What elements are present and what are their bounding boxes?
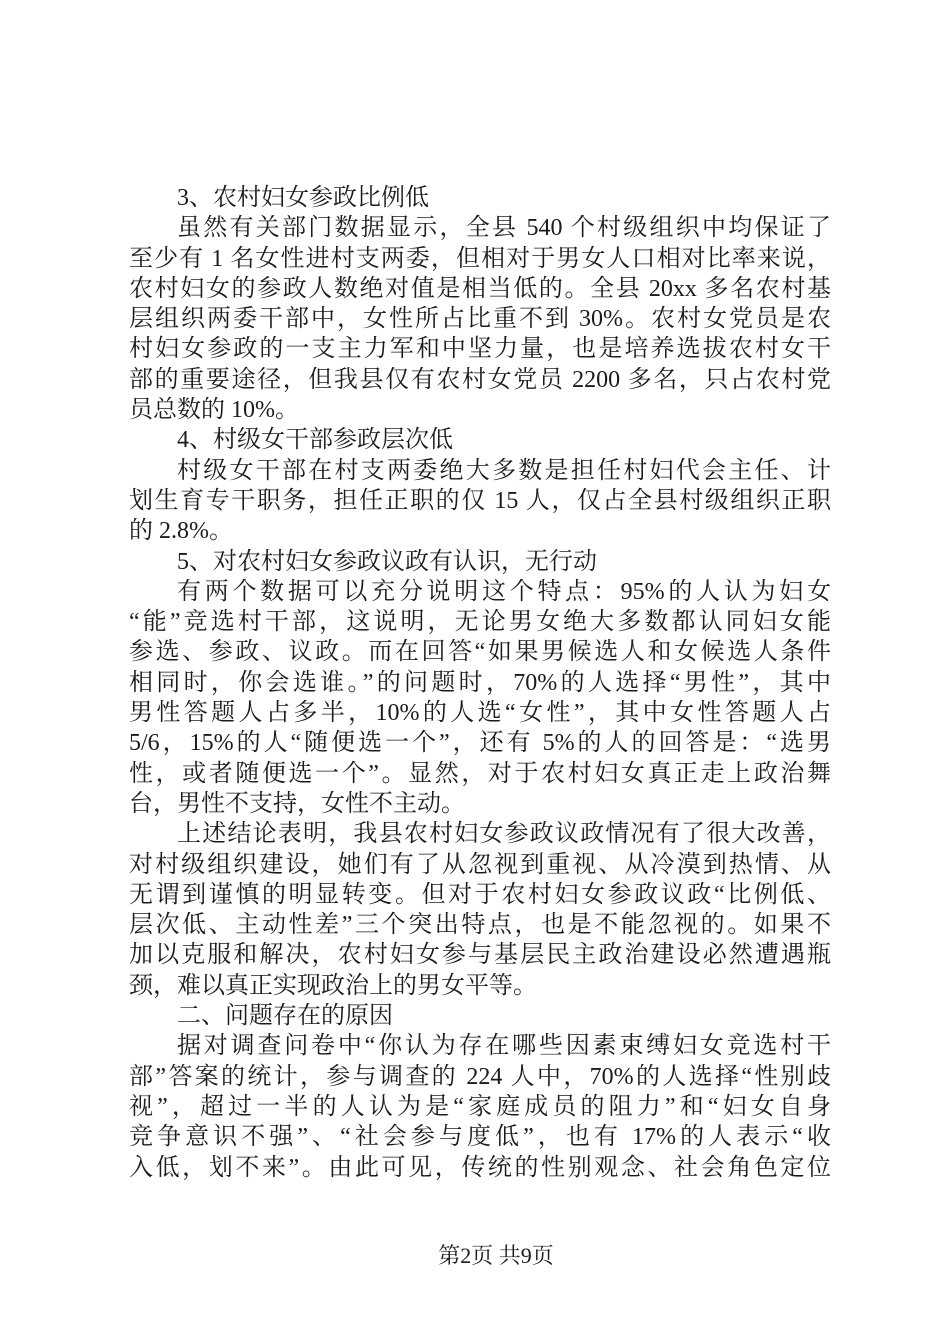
paragraph-line: 层组织两委干部中，女性所占比重不到 30%。农村女党员是农 — [129, 306, 831, 333]
paragraph-line: “能”竞选村干部，这说明，无论男女绝大多数都认同妇女能 — [129, 609, 831, 636]
paragraph-line: 5/6，15%的人“随便选一个”，还有 5%的人的回答是：“选男 — [129, 730, 831, 757]
paragraph-line: 农村妇女的参政人数绝对值是相当低的。全县 20xx 多名农村基 — [129, 275, 831, 302]
paragraph-line: 台，男性不支持，女性不主动。 — [129, 790, 465, 817]
paragraph-line: 部的重要途径，但我县仅有农村女党员 2200 多名，只占农村党 — [129, 366, 831, 393]
paragraph-line: 相同时，你会选谁。”的问题时，70%的人选择“男性”，其中 — [129, 669, 831, 696]
page-number: 第2页 共9页 — [438, 1243, 554, 1268]
paragraph-line: 有两个数据可以充分说明这个特点：95%的人认为妇女 — [177, 578, 831, 605]
paragraph-line: 颈，难以真正实现政治上的男女平等。 — [129, 972, 537, 999]
paragraph-line: 虽然有关部门数据显示，全县 540 个村级组织中均保证了 — [177, 215, 831, 242]
paragraph-line: 对村级组织建设，她们有了从忽视到重视、从冷漠到热情、从 — [129, 851, 831, 878]
paragraph-line: 视”，超过一半的人认为是“家庭成员的阻力”和“妇女自身 — [129, 1093, 831, 1120]
paragraph-line: 参选、参政、议政。而在回答“如果男候选人和女候选人条件 — [129, 639, 831, 666]
document-text-block — [129, 183, 831, 1183]
paragraph-line: 男性答题人占多半，10%的人选“女性”，其中女性答题人占 — [129, 700, 831, 727]
heading-line: 二、问题存在的原因 — [177, 1003, 393, 1030]
paragraph-line: 竞争意识不强”、“社会参与度低”，也有 17%的人表示“收 — [129, 1124, 831, 1151]
paragraph-line: 上述结论表明，我县农村妇女参政议政情况有了很大改善， — [177, 821, 831, 848]
paragraph-line: 层次低、主动性差”三个突出特点，也是不能忽视的。如果不 — [129, 912, 831, 939]
page-footer — [42, 1243, 950, 1269]
paragraph-line: 村级女干部在村支两委绝大多数是担任村妇代会主任、计 — [177, 457, 831, 484]
paragraph-line: 的 2.8%。 — [129, 518, 233, 545]
paragraph-line: 加以克服和解决，农村妇女参与基层民主政治建设必然遭遇瓶 — [129, 942, 831, 969]
paragraph-line: 入低，划不来”。由此可见，传统的性别观念、社会角色定位 — [129, 1154, 831, 1181]
paragraph-line: 无谓到谨慎的明显转变。但对于农村妇女参政议政“比例低、 — [129, 881, 831, 908]
paragraph-line: 性，或者随便选一个”。显然，对于农村妇女真正走上政治舞 — [129, 760, 831, 787]
paragraph-line: 据对调查问卷中“你认为存在哪些因素束缚妇女竞选村干 — [177, 1033, 831, 1060]
paragraph-line: 员总数的 10%。 — [129, 397, 299, 424]
paragraph-line: 部”答案的统计，参与调查的 224 人中，70%的人选择“性别歧 — [129, 1063, 831, 1090]
paragraph-line: 至少有 1 名女性进村支两委，但相对于男女人口相对比率来说， — [129, 245, 831, 272]
heading-line: 3、农村妇女参政比例低 — [177, 185, 429, 211]
paragraph-line: 划生育专干职务，担任正职的仅 15 人，仅占全县村级组织正职 — [129, 487, 831, 514]
heading-line: 5、对农村妇女参政议政有认识，无行动 — [177, 548, 597, 575]
paragraph-line: 村妇女参政的一支主力军和中坚力量，也是培养选拔农村女干 — [129, 336, 831, 363]
heading-line: 4、村级女干部参政层次低 — [177, 427, 453, 454]
